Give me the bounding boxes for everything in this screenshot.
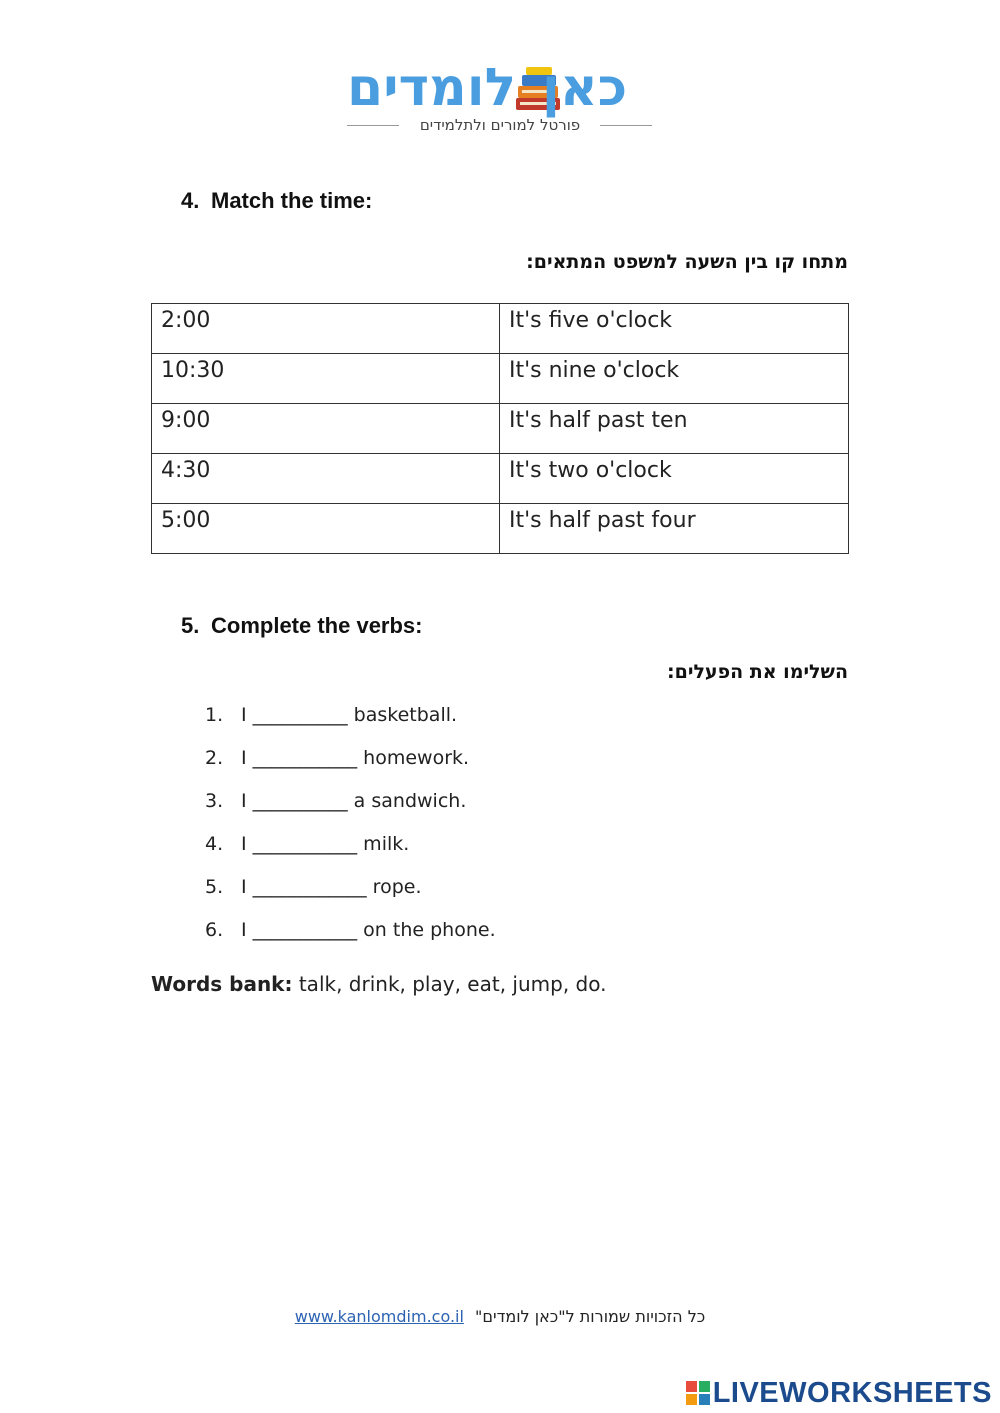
question-4-number: 4. <box>181 188 200 213</box>
logo-word-kan: כאן <box>542 58 628 118</box>
question-4-text: Match the time: <box>211 188 373 213</box>
phrase-cell: It's two o'clock <box>500 454 849 504</box>
time-cell: 5:00 <box>152 504 500 554</box>
time-cell: 9:00 <box>152 404 500 454</box>
phrase-cell: It's five o'clock <box>500 304 849 354</box>
list-item[interactable] <box>205 872 496 915</box>
list-item[interactable] <box>205 829 496 872</box>
tagline-divider-left <box>347 125 399 126</box>
item-number: 3. <box>205 790 224 812</box>
words-bank-label: Words bank: <box>151 972 293 996</box>
item-number: 5. <box>205 876 224 898</box>
table-row <box>152 504 849 554</box>
page-footer <box>0 1307 1000 1326</box>
question-4-title <box>181 188 372 214</box>
rights-text-he: כל הזכויות שמורות ל"כאן לומדים" <box>475 1307 706 1326</box>
table-row <box>152 454 849 504</box>
list-item[interactable] <box>205 786 496 829</box>
time-cell: 4:30 <box>152 454 500 504</box>
item-text: I ___________ milk. <box>241 833 410 855</box>
words-bank <box>151 972 606 996</box>
phrase-cell: It's half past four <box>500 504 849 554</box>
logo-tagline: פורטל למורים ולתלמידים <box>419 116 581 134</box>
question-4-instruction-he: מתחו קו בין השעה למשפט המתאים: <box>526 251 848 273</box>
table-row <box>152 404 849 454</box>
question-5-number: 5. <box>181 613 200 638</box>
item-number: 6. <box>205 919 224 941</box>
question-5-text: Complete the verbs: <box>211 613 423 638</box>
time-cell: 10:30 <box>152 354 500 404</box>
tagline-divider-right <box>600 125 652 126</box>
list-item[interactable] <box>205 915 496 958</box>
match-time-table <box>151 303 849 554</box>
liveworksheets-wordmark: LIVEWORKSHEETS <box>712 1376 992 1409</box>
item-text: I __________ a sandwich. <box>241 790 467 812</box>
item-number: 4. <box>205 833 224 855</box>
logo-tagline-row <box>347 116 652 136</box>
table-row <box>152 354 849 404</box>
phrase-cell: It's nine o'clock <box>500 354 849 404</box>
item-text: I __________ basketball. <box>241 704 458 726</box>
table-row <box>152 304 849 354</box>
item-text: I ___________ homework. <box>241 747 470 769</box>
question-5-instruction-he: השלימו את הפעלים: <box>667 661 848 683</box>
item-number: 2. <box>205 747 224 769</box>
site-link[interactable]: www.kanlomdim.co.il <box>294 1307 464 1326</box>
item-text: I ____________ rope. <box>241 876 422 898</box>
words-bank-list: talk, drink, play, eat, jump, do. <box>292 972 607 996</box>
phrase-cell: It's half past ten <box>500 404 849 454</box>
site-logo <box>300 58 700 138</box>
logo-word-lomdim: לומדים <box>347 58 517 118</box>
list-item[interactable] <box>205 700 496 743</box>
liveworksheets-brand <box>686 1375 992 1411</box>
verbs-list <box>205 700 496 958</box>
question-5-title <box>181 613 423 639</box>
liveworksheets-logo-icon <box>686 1381 710 1405</box>
item-text: I ___________ on the phone. <box>241 919 496 941</box>
item-number: 1. <box>205 704 224 726</box>
list-item[interactable] <box>205 743 496 786</box>
time-cell: 2:00 <box>152 304 500 354</box>
